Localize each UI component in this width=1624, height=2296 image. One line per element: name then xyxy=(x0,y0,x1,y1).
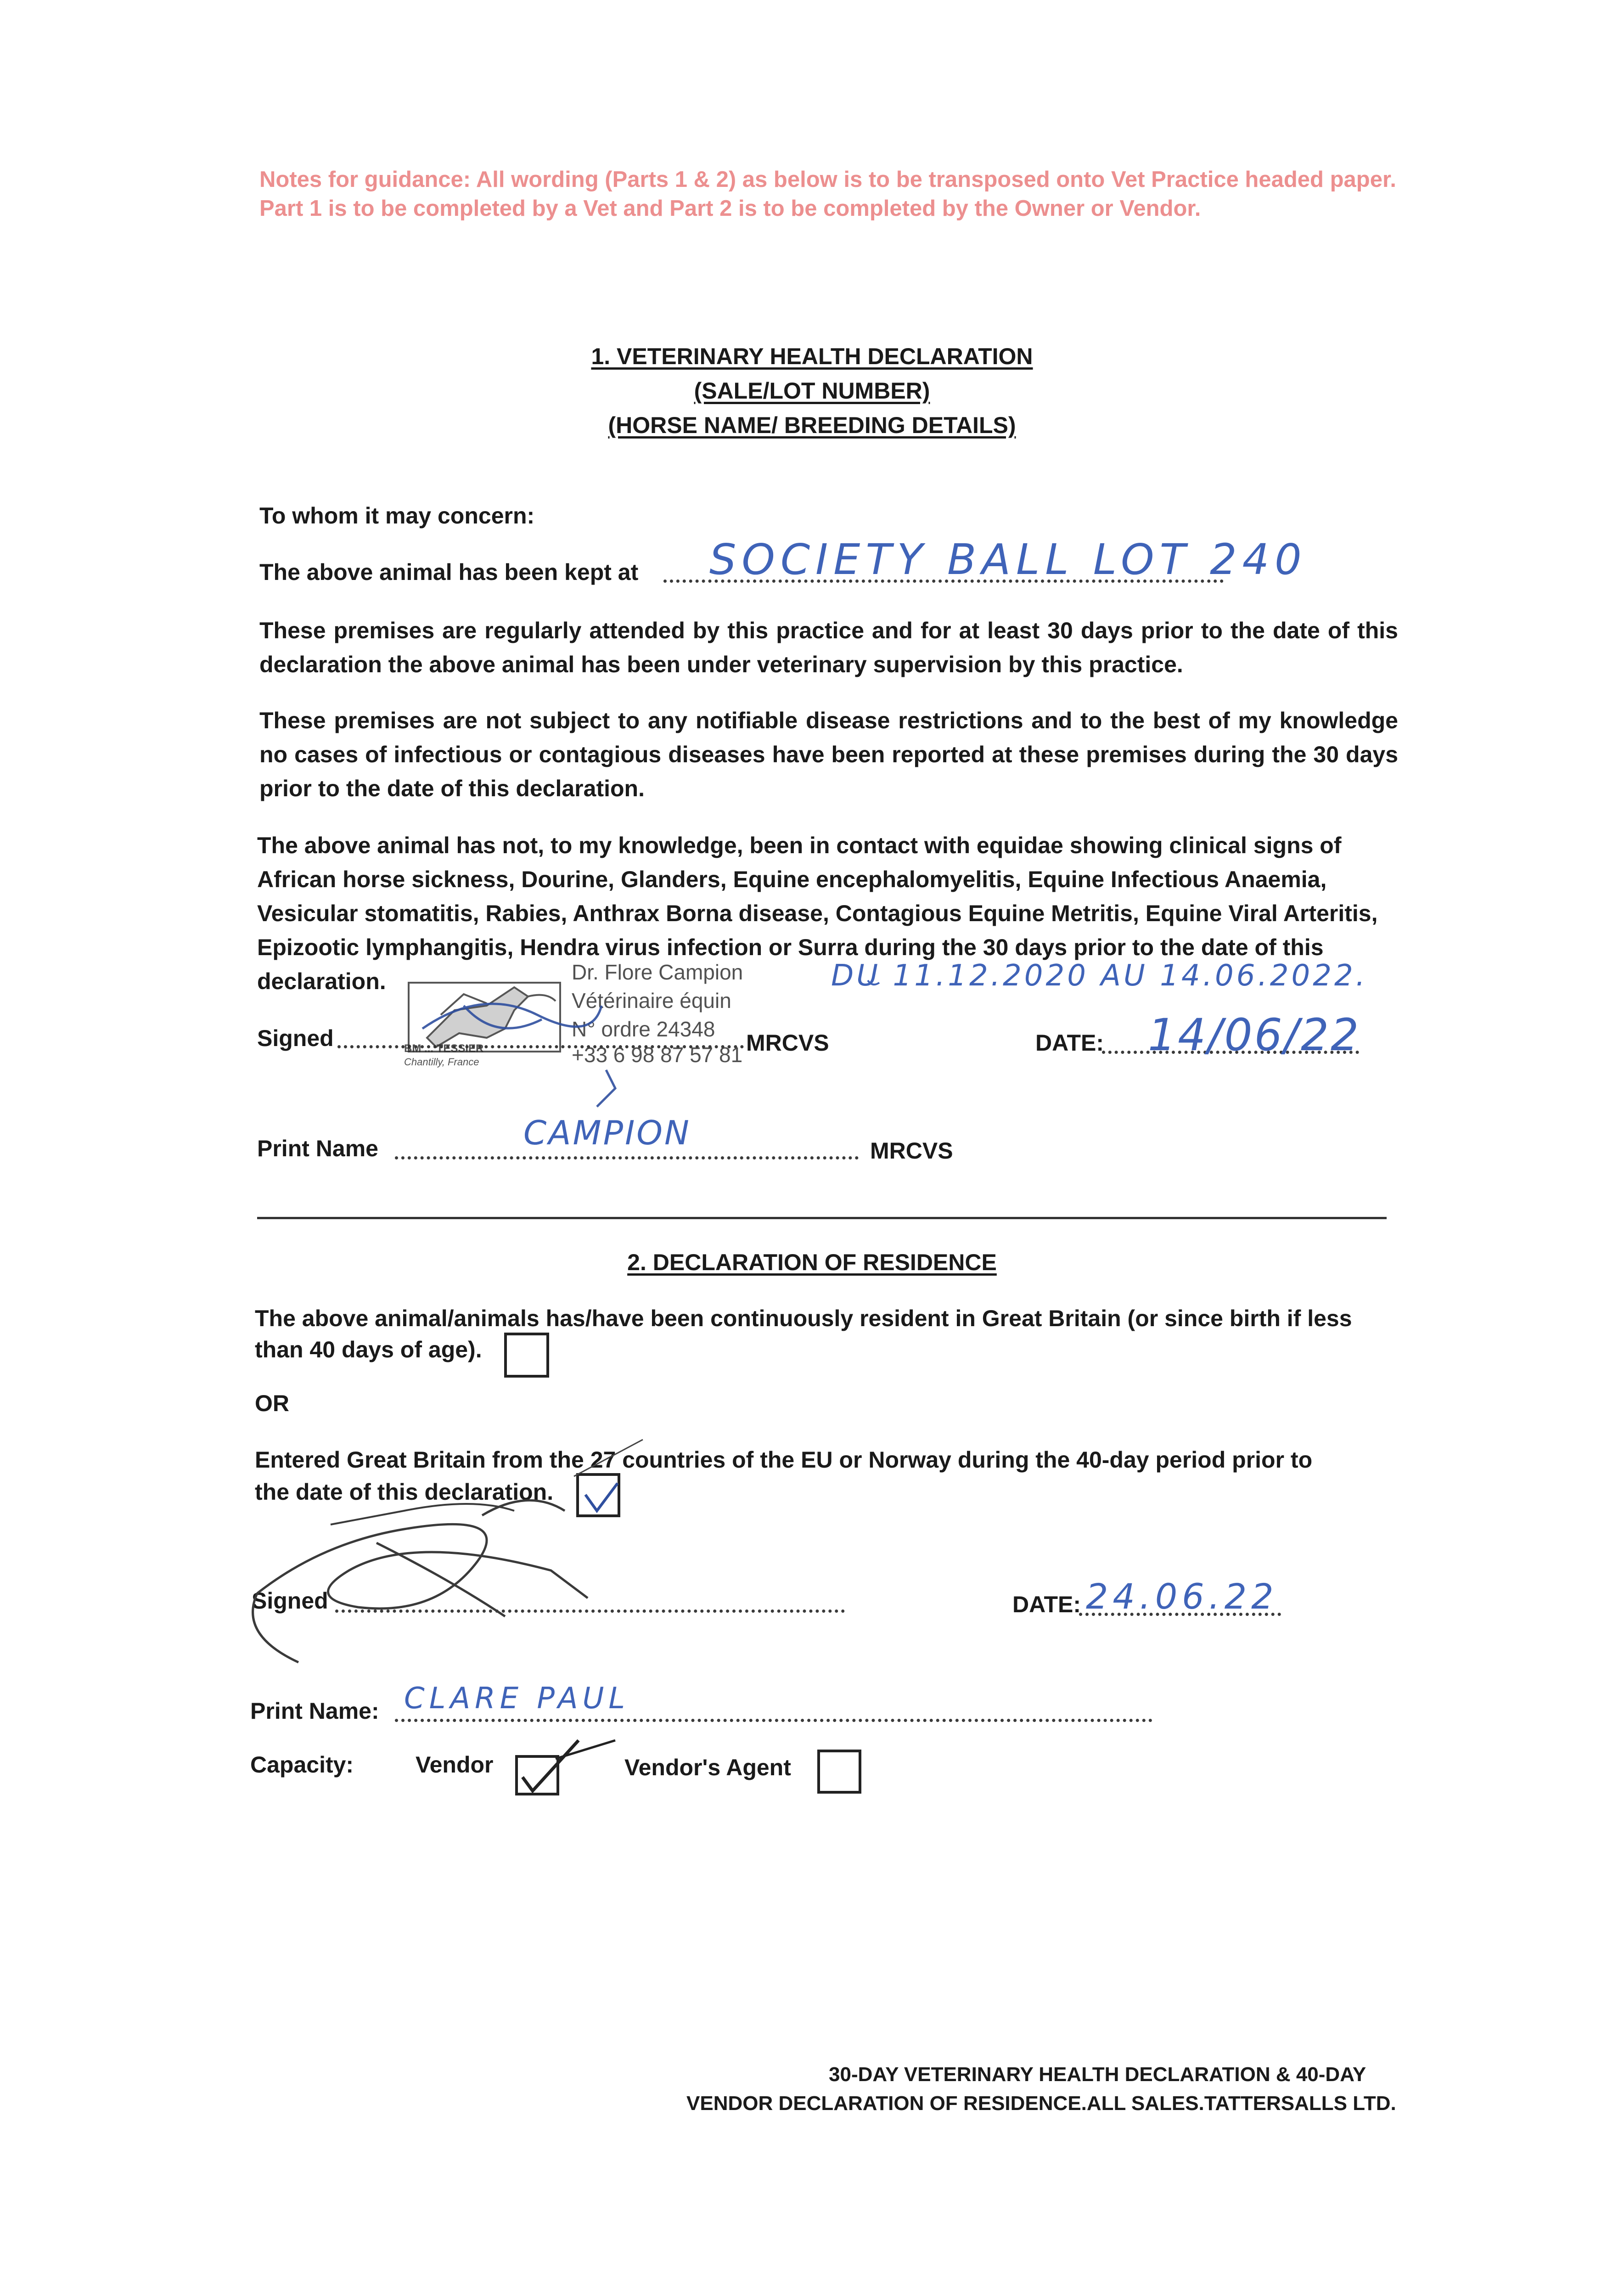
capacity-label: Capacity: xyxy=(250,1752,354,1778)
vendor-print-name-handwritten: CLARE PAUL xyxy=(404,1682,630,1716)
vendor-label: Vendor xyxy=(416,1752,494,1778)
vendor-date-label: DATE: xyxy=(1012,1592,1081,1617)
para-contact-line-4: Epizootic lymphangitis, Hendra virus infection or Surra during the 30 days prior to the date of this xyxy=(257,934,1324,960)
para-contact-line-5: declaration. xyxy=(257,968,386,994)
part2-title: 2. DECLARATION OF RESIDENCE xyxy=(627,1249,997,1275)
vet-print-name-mrcvs: MRCVS xyxy=(870,1138,953,1164)
kept-at-handwritten: SOCIETY BALL LOT 240 xyxy=(709,535,1307,584)
vet-date-handwritten: 14/06/22 xyxy=(1148,1009,1361,1061)
part1-title: 1. VETERINARY HEALTH DECLARATION xyxy=(591,343,1033,369)
vet-signed-mrcvs: MRCVS xyxy=(746,1030,829,1056)
vendor-signature xyxy=(253,1500,588,1662)
para-contact-line-1: The above animal has not, to my knowledge, been in contact with equidae showing clinical signs of xyxy=(257,833,1342,858)
stamp-horse-icon xyxy=(409,983,560,1052)
para-contact-line-2: African horse sickness, Dourine, Glanders, Equine encephalomyelitis, Equine Infectious Anaemia, xyxy=(257,867,1327,892)
vendor-agent-label: Vendor's Agent xyxy=(624,1755,791,1780)
part1-subtitle-sale-lot: (SALE/LOT NUMBER) xyxy=(694,378,930,404)
vendor-checkmark-icon xyxy=(523,1740,615,1791)
stamp-small-line-2: Chantilly, France xyxy=(404,1056,479,1068)
vet-print-name-label: Print Name xyxy=(257,1136,378,1161)
vet-signed-label: Signed xyxy=(257,1025,334,1051)
vendor-date-handwritten: 24.06.22 xyxy=(1086,1576,1278,1617)
or-label: OR xyxy=(255,1390,289,1416)
stamp-line-phone: +33 6 98 87 57 81 xyxy=(572,1043,743,1067)
stamp-line-order: N° ordre 24348 xyxy=(572,1017,715,1041)
stamp-line-name: Dr. Flore Campion xyxy=(572,960,743,984)
residence-option1-line2: than 40 days of age). xyxy=(255,1337,482,1362)
stamp-small-line-1: BM ... TESSIER xyxy=(404,1042,484,1055)
vendor-signed-label: Signed xyxy=(252,1588,328,1614)
para-supervision: These premises are regularly attended by this practice and for at least 30 days prior to the date of this declaration the above animal has been under veterinary supervision by this practice. xyxy=(259,618,1398,677)
period-underline xyxy=(868,980,879,985)
option2-checkmark-icon xyxy=(574,1440,643,1511)
residence-option1-line1: The above animal/animals has/have been continuously resident in Great Britain (or since birth if less xyxy=(255,1306,1352,1331)
vet-print-name-handwritten: CAMPION xyxy=(523,1114,691,1152)
vendor-print-name-label: Print Name: xyxy=(250,1698,379,1724)
part1-subtitle-horse-name: (HORSE NAME/ BREEDING DETAILS) xyxy=(608,412,1016,438)
salutation: To whom it may concern: xyxy=(259,503,535,529)
para-contact-line-3: Vesicular stomatitis, Rabies, Anthrax Borna disease, Contagious Equine Metritis, Equine Viral Arteritis, xyxy=(257,900,1378,926)
para-notifiable-disease: These premises are not subject to any notifiable disease restrictions and to the best of my knowledge no cases of infectious or contagious diseases have been reported at these premises during the 30 days prior to the date of this declaration. xyxy=(259,708,1398,801)
stamp-line-title: Vétérinaire équin xyxy=(572,989,731,1013)
vet-date-label: DATE: xyxy=(1035,1030,1104,1056)
kept-at-label: The above animal has been kept at xyxy=(259,559,639,585)
footer-line-2: VENDOR DECLARATION OF RESIDENCE.ALL SALES.TATTERSALLS LTD. xyxy=(686,2092,1396,2115)
residence-option2-line2: the date of this declaration. xyxy=(255,1479,554,1505)
period-handwritten: DU 11.12.2020 AU 14.06.2022. xyxy=(831,959,1368,993)
guidance-note: Notes for guidance: All wording (Parts 1 & 2) as below is to be transposed onto Vet Practice headed paper. Part 1 is to be completed by a Vet and Part 2 is to be completed by the Owner or Vendor. xyxy=(259,167,1396,221)
residence-option2-line1: Entered Great Britain from the 27 countries of the EU or Norway during the 40-day period prior to xyxy=(255,1447,1313,1473)
footer-line-1: 30-DAY VETERINARY HEALTH DECLARATION & 40-DAY xyxy=(829,2063,1366,2086)
